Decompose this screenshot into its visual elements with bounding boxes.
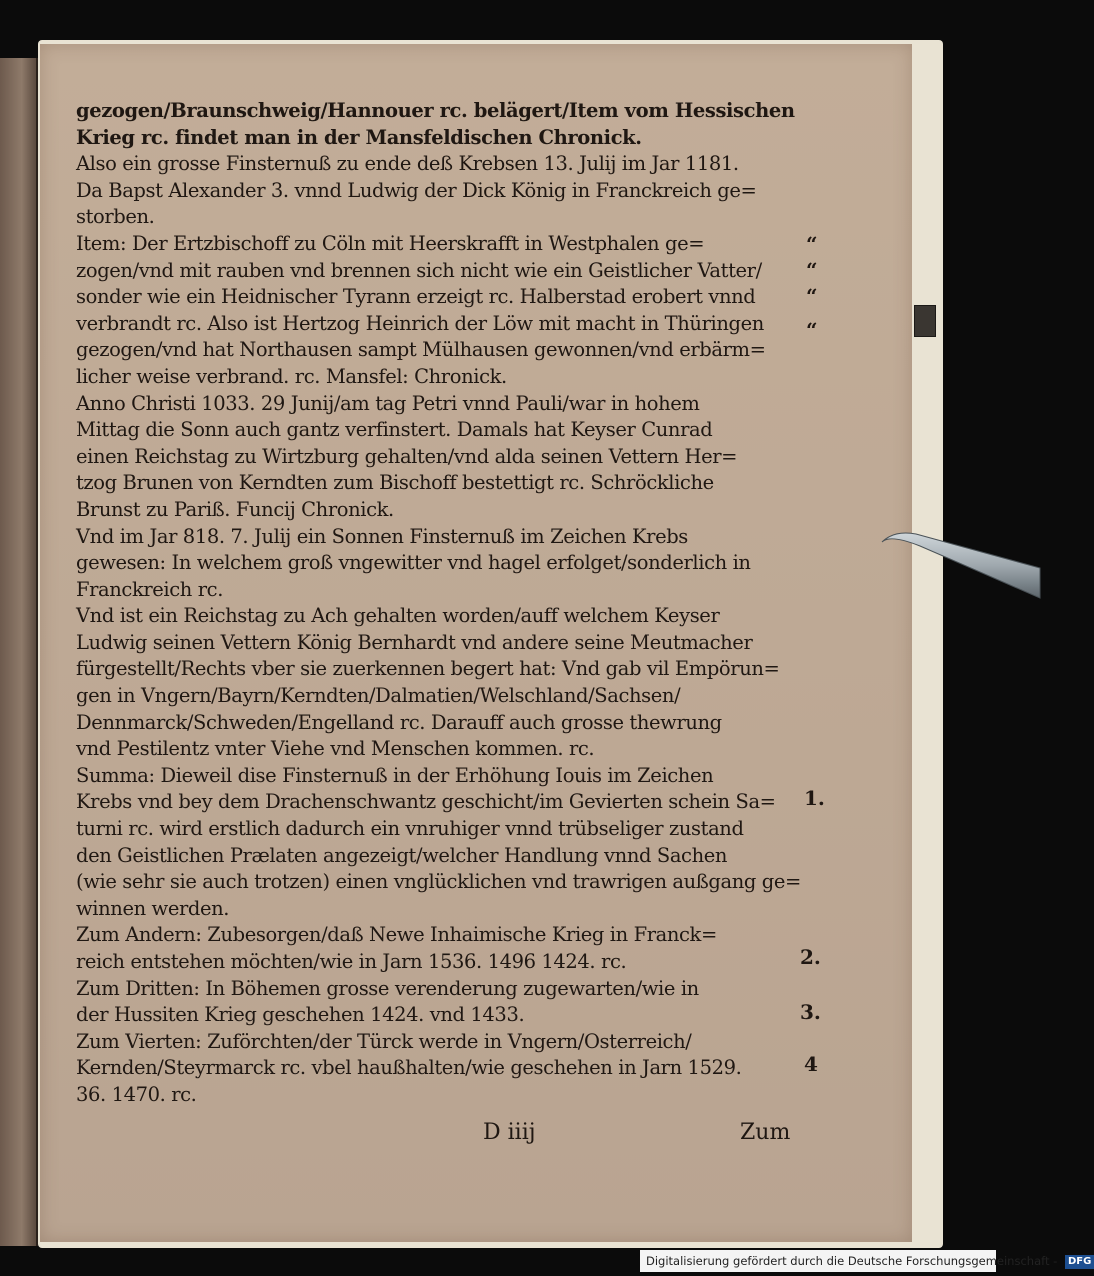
text-line: gezogen/Braunschweig/Hannouer rc. belägert/Item vom Hessischen (76, 99, 795, 122)
text-line: Vnd im Jar 818. 7. Julij ein Sonnen Finsternuß im Zeichen Krebs (76, 524, 688, 548)
text-line: Item: Der Ertzbischoff zu Cöln mit Heerskrafft in Westphalen ge= (76, 231, 705, 255)
signature-mark: D iiij (483, 1120, 536, 1145)
text-line: Krebs vnd bey dem Drachenschwantz geschicht/im Gevierten schein Sa= (76, 790, 776, 814)
text-line: Dennmarck/Schweden/Engelland rc. Darauff auch grosse thewrung (76, 710, 722, 734)
text-line: turni rc. wird erstlich dadurch ein vnruhiger vnnd trübseliger zustand (76, 817, 744, 841)
text-line: reich entstehen möchten/wie in Jarn 1536. 1496 1424. rc. (76, 950, 627, 973)
text-line: Also ein grosse Finsternuß zu ende deß Krebsen 13. Julij im Jar 1181. (76, 152, 739, 176)
text-line: Zum Vierten: Zuförchten/der Türck werde in Vngern/Osterreich/ (76, 1029, 692, 1053)
text-line: Summa: Dieweil dise Finsternuß in der Erhöhung Iouis im Zeichen (76, 763, 714, 787)
text-line: Franckreich rc. (76, 577, 223, 601)
text-line: gen in Vngern/Bayrn/Kerndten/Dalmatien/Welschland/Sachsen/ (76, 684, 681, 708)
pointer-tool-icon (880, 528, 1040, 592)
text-line: winnen werden. (76, 896, 230, 920)
text-line: zogen/vnd mit rauben vnd brennen sich nicht wie ein Geistlicher Vatter/ (76, 258, 762, 282)
page-clasp (914, 305, 936, 337)
text-line: Anno Christi 1033. 29 Junij/am tag Petri vnnd Pauli/war in hohem (76, 391, 700, 415)
text-line: (wie sehr sie auch trotzen) einen vnglücklichen vnd trawrigen außgang ge= (76, 870, 801, 894)
page-text (76, 98, 800, 1109)
margin-note: “ (806, 284, 818, 308)
text-line: licher weise verbrand. rc. Mansfel: Chronick. (76, 364, 507, 388)
text-line: Brunst zu Pariß. Funcij Chronick. (76, 497, 394, 521)
text-line: fürgestellt/Rechts vber sie zuerkennen begert hat: Vnd gab vil Empörun= (76, 657, 780, 681)
text-line: tzog Brunen von Kerndten zum Bischoff bestettigt rc. Schröckliche (76, 471, 714, 495)
text-line: gezogen/vnd hat Northausen sampt Mülhausen gewonnen/vnd erbärm= (76, 338, 766, 362)
text-line: 36. 1470. rc. (76, 1082, 197, 1106)
margin-number: 3. (800, 1000, 821, 1024)
text-line: Zum Andern: Zubesorgen/daß Newe Inhaimische Krieg in Franck= (76, 923, 717, 947)
previous-page-edge (0, 58, 38, 1246)
text-line: den Geistlichen Prælaten angezeigt/welcher Handlung vnnd Sachen (76, 843, 728, 867)
margin-number: 2. (800, 945, 821, 969)
dfg-logo-icon: DFG (1065, 1255, 1094, 1269)
text-line: Kernden/Steyrmarck rc. vbel haußhalten/wie geschehen in Jarn 1529. (76, 1056, 742, 1080)
text-line: einen Reichstag zu Wirtzburg gehalten/vnd alda seinen Vettern Her= (76, 444, 738, 468)
text-line: Da Bapst Alexander 3. vnnd Ludwig der Dick König in Franckreich ge= (76, 178, 757, 202)
text-line: sonder wie ein Heidnischer Tyrann erzeigt rc. Halberstad erobert vnnd (76, 285, 756, 309)
text-line: Krieg rc. findet man in der Mansfeldischen Chronick. (76, 125, 642, 149)
margin-number: 4 (804, 1052, 818, 1076)
margin-note: “ (806, 318, 818, 342)
margin-note: “ (806, 232, 818, 256)
text-line: Mittag die Sonn auch gantz verfinstert. Damals hat Keyser Cunrad (76, 418, 713, 442)
footer-credit (640, 1250, 1092, 1272)
text-line: storben. (76, 205, 155, 229)
margin-note: “ (806, 258, 818, 282)
text-line: der Hussiten Krieg geschehen 1424. vnd 1433. (76, 1003, 525, 1027)
text-line: Zum Dritten: In Böhemen grosse verenderung zugewarten/wie in (76, 976, 699, 1000)
text-line: verbrandt rc. Also ist Hertzog Heinrich der Löw mit macht in Thüringen (76, 311, 764, 335)
text-line: gewesen: In welchem groß vngewitter vnd hagel erfolget/sonderlich in (76, 551, 751, 575)
footer-text: Digitalisierung gefördert durch die Deutsche Forschungsgemeinschaft - (646, 1254, 1058, 1268)
catchword: Zum (740, 1120, 791, 1145)
margin-number: 1. (804, 786, 825, 810)
text-line: Ludwig seinen Vettern König Bernhardt vnd andere seine Meutmacher (76, 630, 753, 654)
text-line: Vnd ist ein Reichstag zu Ach gehalten worden/auff welchem Keyser (76, 604, 720, 628)
text-line: vnd Pestilentz vnter Viehe vnd Menschen kommen. rc. (76, 737, 595, 761)
